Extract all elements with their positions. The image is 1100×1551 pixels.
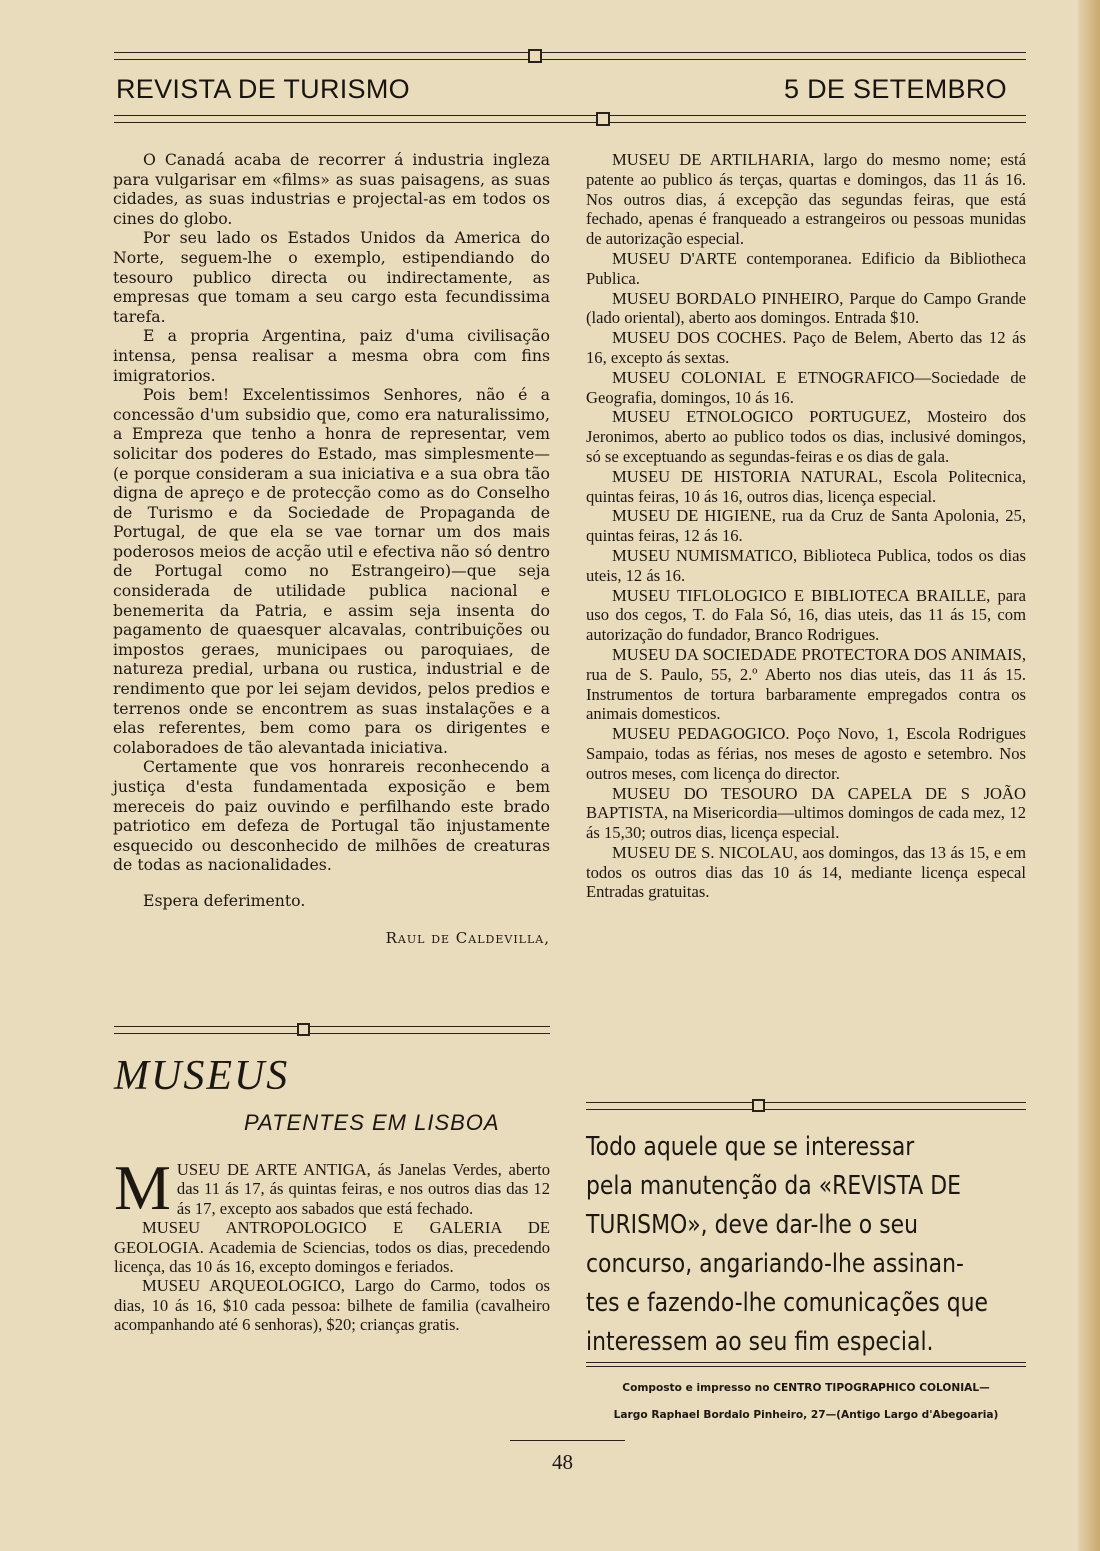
section-title: MUSEUS <box>114 1053 290 1099</box>
footer-rule <box>510 1440 625 1441</box>
publication-title: REVISTA DE TURISMO <box>116 74 410 104</box>
museums-list-right <box>586 150 1026 902</box>
museums-list-left <box>114 1152 550 1335</box>
drop-cap: M <box>114 1152 171 1223</box>
list-item: MUSEU DE HISTORIA NATURAL, Escola Politecnica, quintas feiras, 10 ás 16, outros dias, licença especial. <box>586 466 1026 506</box>
issue-date: 5 DE SETEMBRO <box>784 74 1007 104</box>
divider-ornament <box>297 1023 310 1036</box>
article-paragraph: Certamente que vos honrareis reconhecendo a justiça d'esta fundamentada exposição e bem mereceis do paiz ouvindo e perfilhando este brado patriotico em defeza de Portugal tão injustamente esquecido ou desconhecido de milhões de creaturas de todas as nacionalidades. <box>113 757 550 875</box>
list-item: MUSEU TIFLOLOGICO E BIBLIOTECA BRAILLE, para uso dos cegos, T. do Fala Só, 16, dias uteis, das 11 ás 15, com autorização do fundador, Branco Rodrigues. <box>586 585 1026 645</box>
request-line: Espera deferimento. <box>143 890 306 910</box>
signature: Raul de Caldevilla, <box>385 928 550 947</box>
header-ornament-bottom <box>596 112 610 126</box>
article-paragraph: Por seu lado os Estados Unidos da America do Norte, seguem-lhe o exemplo, estipendiando do tesouro publico directa ou indirectamente, as empresas que tomam a seu cargo esta fecundissima tarefa. <box>113 228 550 326</box>
list-item: MUSEU PEDAGOGICO. Poço Novo, 1, Escola Rodrigues Sampaio, todas as férias, nos meses de agosto e setembro. Nos outros meses, com licença do director. <box>586 724 1026 783</box>
notice-line: interessem ao seu fim especial. <box>586 1327 934 1357</box>
notice-line: TURISMO», deve dar-lhe o seu <box>586 1210 919 1240</box>
list-item: MUSEU DE ARTILHARIA, largo do mesmo nome; está patente ao publico ás terças, quartas e domingos, das 11 ás 16. Nos outros dias, á excepção das segundas feiras, que está fechado, apenas é franqueado a estrangeiros ou pessoas munidas de autorização especial. <box>586 150 1026 249</box>
list-item: MUSEU BORDALO PINHEIRO, Parque do Campo Grande (lado oriental), aberto aos domingos. Entrada $10. <box>586 288 1026 328</box>
list-item: MUSEU NUMISMATICO, Biblioteca Publica, todos os dias uteis, 12 ás 16. <box>586 545 1026 585</box>
page-number: 48 <box>552 1450 573 1474</box>
article-paragraph: O Canadá acaba de recorrer á industria ingleza para vulgarisar em «films» as suas paisagens, as suas cidades, as suas industrias e projectal-as em todos os cines do globo. <box>113 150 550 228</box>
imprint-line-1: Composto e impresso no CENTRO TIPOGRAPHICO COLONIAL— <box>622 1382 990 1394</box>
header-rule-bottom <box>114 115 1026 123</box>
notice-line: Todo aquele que se interessar <box>586 1132 915 1162</box>
list-item: MUSEU DO TESOURO DA CAPELA DE S JOÃO BAPTISTA, na Misericordia—ultimos domingos de cada mez, 12 ás 15,30; outros dias, licença especial. <box>586 783 1026 843</box>
notice-line: pela manutenção da «REVISTA DE <box>586 1171 962 1201</box>
page-edge-shadow <box>1078 0 1100 1551</box>
list-item: MUSEU D'ARTE contemporanea. Edificio da Bibliotheca Publica. <box>586 248 1026 288</box>
list-item: MUSEU DA SOCIEDADE PROTECTORA DOS ANIMAIS, rua de S. Paulo, 55, 2.º Aberto nos dias uteis, das 11 ás 15. Instrumentos de tortura barbaramente empregados contra os animais domesticos. <box>586 644 1026 724</box>
notice-line: tes e fazendo-lhe comunicações que <box>586 1288 989 1318</box>
list-item: MUSEU DE HIGIENE, rua da Cruz de Santa Apolonia, 25, quintas feiras, 12 ás 16. <box>586 506 1026 546</box>
list-item: MUSEU DOS COCHES. Paço de Belem, Aberto das 12 ás 16, excepto ás sextas. <box>586 328 1026 367</box>
imprint-line-2: Largo Raphael Bordalo Pinheiro, 27—(Antigo Largo d'Abegoaria) <box>613 1409 999 1421</box>
section-subtitle: PATENTES EM LISBOA <box>244 1110 500 1135</box>
notice-divider-ornament <box>752 1099 765 1112</box>
list-item: MUSEU COLONIAL E ETNOGRAFICO—Sociedade de Geografia, domingos, 10 ás 16. <box>586 367 1026 407</box>
notice-line: concurso, angariando-lhe assinan- <box>586 1249 964 1279</box>
list-item: MUSEU ARQUEOLOGICO, Largo do Carmo, todos os dias, 10 ás 16, $10 cada pessoa: bilhete de familia (cavalheiro acompanhando até 6 senhoras), $20; crianças gratis. <box>114 1276 550 1335</box>
article-paragraph: Pois bem! Excelentissimos Senhores, não é a concessão d'um subsidio que, como era naturalissimo, a Empreza que tenho a honra de representar, vem solicitar dos poderes do Estado, mas simplesmente—(e porque consideram a sua iniciativa e a sua obra tão digna de apreço e de protecção como as do Conselho de Turismo e da Sociedade de Propaganda de Portugal, de que ela se vae tornar um dos mais poderosos meios de acção util e efectiva não só dentro de Portugal como no Estrangeiro)—que seja considerada de utilidade publica nacional e benemerita da Patria, e assim seja insenta do pagamento de quaesquer alcavalas, contribuições ou impostos geraes, municipaes ou paroquiaes, de natureza predial, urbana ou rustica, industrial e de rendimento que por lei sejam devidos, pelos predios e terrenos onde se encontrem as suas instalações e a elas referentes, bem como para os dirigentes e colaboradoes de tão alevantada iniciativa. <box>113 385 550 757</box>
left-article <box>113 150 550 948</box>
header-ornament-top <box>528 49 542 63</box>
article-paragraph: E a propria Argentina, paiz d'uma civilisação intensa, pensa realisar a mesma obra com fins imigratorios. <box>113 326 550 385</box>
list-item: MUSEU ETNOLOGICO PORTUGUEZ, Mosteiro dos Jeronimos, aberto ao publico todos os dias, inclusivé domingos, só se exceptuando as segundas-feiras e os dias de gala. <box>586 407 1026 466</box>
header-rule-top <box>114 52 1026 60</box>
list-item: MUSEU DE S. NICOLAU, aos domingos, das 13 ás 15, e em todos os outros dias das 10 ás 14, mediante licença especal Entradas gratuitas. <box>586 842 1026 902</box>
notice-rule <box>586 1362 1026 1367</box>
section-divider <box>114 1026 550 1034</box>
list-item: MUSEU DE ARTE ANTIGA, ás Janelas Verdes, aberto das 11 ás 17, ás quintas feiras, e nos outros dias das 12 ás 17, excepto aos sabados que está fechado. <box>114 1152 550 1223</box>
subscription-notice <box>586 1128 1026 1362</box>
list-item: MUSEU ANTROPOLOGICO E GALERIA DE GEOLOGIA. Academia de Sciencias, todos os dias, precedendo licença, das 10 ás 16, excepto domingos e feriados. <box>114 1218 550 1277</box>
notice-divider <box>586 1102 1026 1110</box>
